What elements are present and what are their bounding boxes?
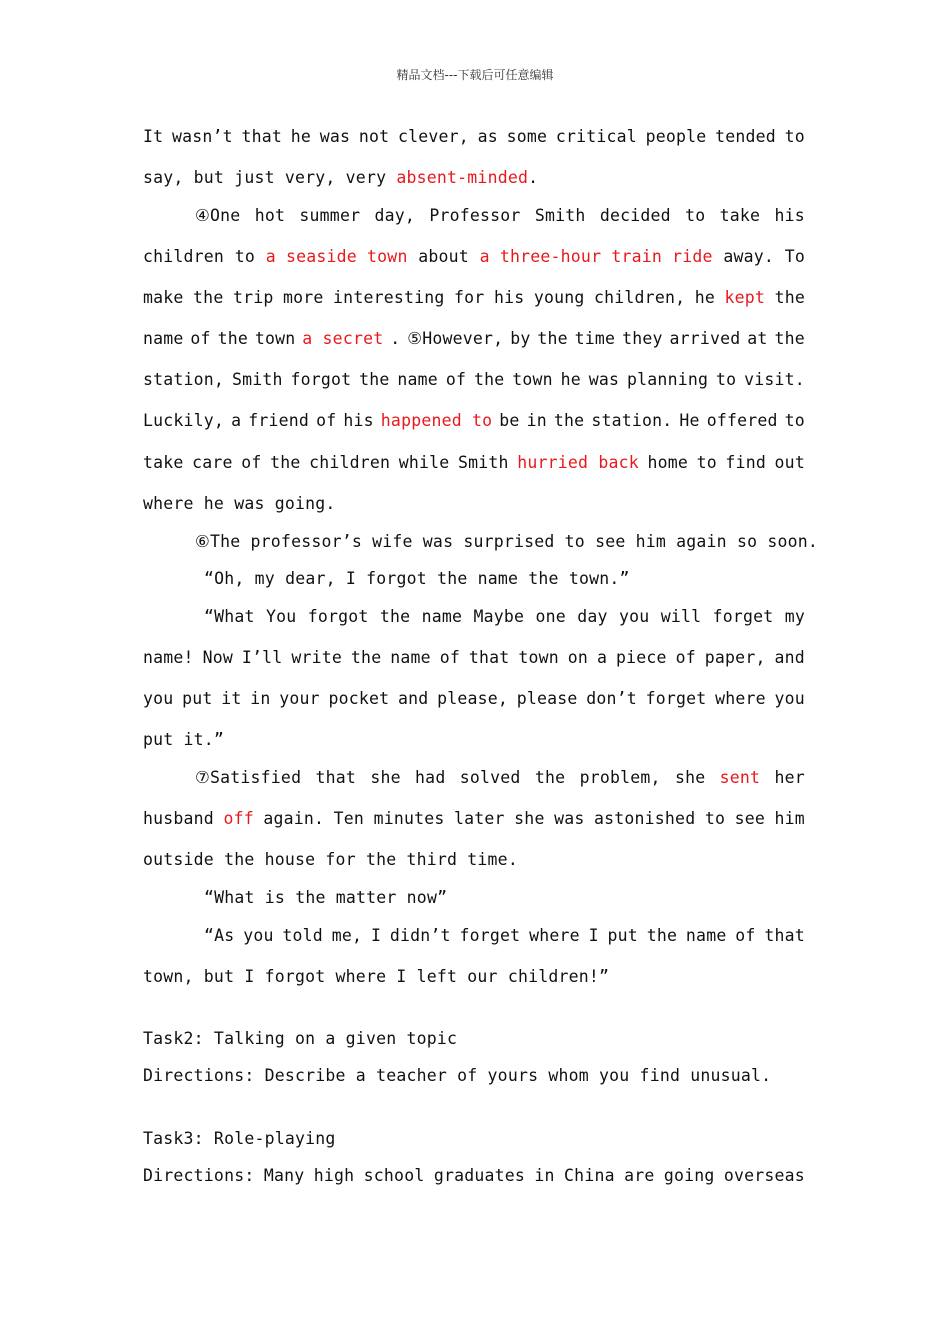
word: Smith (458, 453, 509, 472)
word: town (518, 648, 559, 667)
text-line-14 (143, 648, 805, 667)
word: the (193, 288, 224, 307)
word: I (370, 926, 382, 945)
word: you (774, 689, 805, 708)
word: forgot (307, 607, 369, 626)
text-line-12: “Oh, my dear, I forgot the name the town.” (204, 569, 630, 588)
text-line-17 (195, 768, 805, 787)
text-line-9 (143, 453, 805, 472)
word: minutes (373, 809, 445, 828)
word: trip (232, 288, 274, 307)
word: the (359, 370, 390, 389)
word: . (390, 329, 401, 348)
word: school (363, 1166, 425, 1185)
word: take (719, 206, 761, 225)
word: are (624, 1166, 655, 1185)
word: for (454, 288, 485, 307)
text-line-20: “What is the matter now” (204, 888, 448, 907)
word: the (473, 370, 505, 389)
word: children (309, 453, 391, 472)
word: visit. (744, 370, 805, 389)
word: decided (599, 206, 671, 225)
word: he (560, 370, 581, 389)
word: not (358, 127, 390, 146)
word: didn’t (389, 926, 451, 945)
word: had (415, 768, 446, 787)
text-line-21 (204, 926, 805, 945)
word: he (290, 127, 312, 146)
word: interesting (333, 288, 445, 307)
word: husband (143, 809, 214, 828)
word: station, (143, 370, 225, 389)
word: name (143, 329, 184, 348)
word: that (764, 926, 805, 945)
word: overseas (723, 1166, 805, 1185)
word: town (512, 370, 553, 389)
word: I (588, 926, 599, 945)
word: to (696, 453, 717, 472)
word: will (660, 607, 702, 626)
highlighted-phrase: a secret (302, 329, 384, 348)
word: me, (331, 926, 363, 945)
word: ⑤However, (407, 329, 504, 348)
word: care (192, 453, 233, 472)
text-line-13 (204, 607, 805, 626)
text-line-16: put it.” (143, 730, 225, 749)
task3-heading: Task3: Role-playing (143, 1129, 336, 1148)
word: people (645, 127, 707, 146)
word: his (774, 206, 805, 225)
word: forget (712, 607, 774, 626)
word: out (774, 453, 805, 472)
word: while (398, 453, 450, 472)
word: his (493, 288, 525, 307)
highlight-absent-minded: absent-minded (396, 168, 529, 187)
word: young (533, 288, 585, 307)
word: the (553, 411, 585, 430)
word: and (397, 689, 429, 708)
word: the (774, 329, 805, 348)
word: one (535, 607, 566, 626)
word: paper, (704, 648, 766, 667)
word: Professor (429, 206, 521, 225)
word: she (674, 768, 706, 787)
word: was (588, 370, 620, 389)
word: make (143, 288, 184, 307)
word: at (747, 329, 768, 348)
word: It (143, 127, 164, 146)
word: the (646, 926, 678, 945)
word: put (607, 926, 638, 945)
word: where (529, 926, 580, 945)
word: again. (263, 809, 325, 828)
word: please, (437, 689, 508, 708)
word: the (217, 329, 248, 348)
word: where (715, 689, 766, 708)
highlighted-phrase: happened to (380, 411, 493, 430)
highlighted-phrase: a seaside town (265, 247, 408, 266)
word: China (564, 1166, 615, 1185)
text-segment: . (528, 168, 539, 187)
text-line-8 (143, 411, 805, 430)
word: away. (723, 247, 775, 266)
word: as (477, 127, 498, 146)
word: Now (202, 648, 233, 667)
word: of (316, 411, 337, 430)
word: about (418, 247, 469, 266)
word: Maybe (473, 607, 525, 626)
word: high (313, 1166, 355, 1185)
text-line-4 (143, 247, 805, 266)
word: the (270, 453, 301, 472)
word: your (279, 689, 320, 708)
word: name (421, 607, 463, 626)
text-line-2 (143, 168, 805, 187)
word: name (390, 648, 431, 667)
word: later (454, 809, 505, 828)
word: offered (706, 411, 778, 430)
word: “As (204, 926, 235, 945)
word: friend (248, 411, 310, 430)
word: name (397, 370, 438, 389)
word: of (241, 453, 262, 472)
text-line-1 (143, 127, 805, 146)
page-header: 精品文档---下载后可任意编辑 (396, 68, 554, 82)
word: forget (459, 926, 521, 945)
word: a (231, 411, 242, 430)
text-line-15 (143, 689, 805, 708)
word: her (774, 768, 805, 787)
word: my (784, 607, 805, 626)
word: to (704, 809, 726, 828)
word: that (468, 648, 510, 667)
word: Smith (231, 370, 283, 389)
word: he (694, 288, 716, 307)
word: a (596, 648, 608, 667)
word: you (618, 607, 650, 626)
word: was (554, 809, 585, 828)
highlighted-phrase: sent (719, 768, 761, 787)
word: name! (143, 648, 194, 667)
word: by (510, 329, 531, 348)
word: take (143, 453, 184, 472)
word: I’ll (241, 648, 283, 667)
word: of (439, 648, 460, 667)
word: to (784, 127, 805, 146)
word: his (343, 411, 374, 430)
word: solved (459, 768, 521, 787)
word: planning (627, 370, 709, 389)
word: station. (591, 411, 673, 430)
word: in (526, 411, 547, 430)
highlighted-phrase: a three-hour train ride (479, 247, 713, 266)
word: of (675, 648, 696, 667)
word: Smith (534, 206, 586, 225)
text-line-18 (143, 809, 805, 828)
word: him (774, 809, 805, 828)
word: on (567, 648, 589, 667)
word: put (182, 689, 213, 708)
text-line-7 (143, 370, 805, 389)
word: the (774, 288, 805, 307)
word: of (735, 926, 756, 945)
word: forgot (290, 370, 352, 389)
text-segment: say, but just very, very (143, 168, 397, 187)
word: astonished (593, 809, 696, 828)
text-line-6 (143, 329, 805, 348)
word: Ten (333, 809, 365, 828)
word: in (534, 1166, 555, 1185)
word: wasn’t (171, 127, 233, 146)
word: critical (555, 127, 637, 146)
word: arrived (669, 329, 741, 348)
task2-heading: Task2: Talking on a given topic (143, 1029, 458, 1048)
word: name (685, 926, 727, 945)
word: some (506, 127, 548, 146)
text-line-11: ⑥The professor’s wife was surprised to see him again so soon. (195, 532, 819, 551)
word: day (577, 607, 608, 626)
task3-directions (143, 1166, 805, 1185)
word: write (291, 648, 343, 667)
word: and (774, 648, 805, 667)
word: children, (594, 288, 686, 307)
word: the (350, 648, 382, 667)
text-line-10: where he was going. (143, 494, 336, 513)
word: pocket (328, 689, 390, 708)
word: forget (645, 689, 707, 708)
word: home (647, 453, 688, 472)
word: clever, (397, 127, 469, 146)
word: Many (263, 1166, 305, 1185)
word: town (254, 329, 296, 348)
word: graduates (433, 1166, 526, 1185)
word: more (283, 288, 324, 307)
word: of (445, 370, 467, 389)
word: to (784, 411, 805, 430)
word: Directions: (143, 1166, 255, 1185)
word: they (622, 329, 663, 348)
word: don’t (586, 689, 637, 708)
word: piece (616, 648, 667, 667)
word: Luckily, (143, 411, 225, 430)
text-line-5 (143, 288, 805, 307)
word: problem, (579, 768, 661, 787)
highlighted-phrase: off (223, 809, 254, 828)
word: see (734, 809, 766, 828)
word: ④One (195, 206, 241, 225)
word: you (143, 689, 174, 708)
text-line-22: town, but I forgot where I left our children!” (143, 967, 610, 986)
word: she (514, 809, 545, 828)
word: To (784, 247, 805, 266)
word: hot (254, 206, 286, 225)
word: the (537, 329, 568, 348)
word: be (499, 411, 520, 430)
word: You (266, 607, 297, 626)
task2-directions: Directions: Describe a teacher of yours whom you find unusual. (143, 1066, 772, 1085)
word: was (319, 127, 351, 146)
text-line-3 (195, 206, 805, 225)
word: “What (204, 607, 255, 626)
text-line-19: outside the house for the third time. (143, 850, 518, 869)
word: to (234, 247, 256, 266)
word: she (370, 768, 401, 787)
word: that (241, 127, 283, 146)
word: time (574, 329, 616, 348)
word: the (379, 607, 411, 626)
word: told (282, 926, 323, 945)
word: that (315, 768, 357, 787)
word: tended (715, 127, 776, 146)
word: to (715, 370, 737, 389)
word: please (516, 689, 578, 708)
word: the (534, 768, 566, 787)
word: day, (374, 206, 416, 225)
word: children (143, 247, 225, 266)
word: you (243, 926, 274, 945)
word: in (250, 689, 271, 708)
word: going (663, 1166, 715, 1185)
word: find (725, 453, 766, 472)
word: summer (299, 206, 361, 225)
word: of (190, 329, 211, 348)
word: to (685, 206, 706, 225)
highlighted-phrase: kept (724, 288, 766, 307)
word: it (221, 689, 242, 708)
word: He (679, 411, 700, 430)
word: ⑦Satisfied (195, 768, 302, 787)
highlighted-phrase: hurried back (517, 453, 639, 472)
